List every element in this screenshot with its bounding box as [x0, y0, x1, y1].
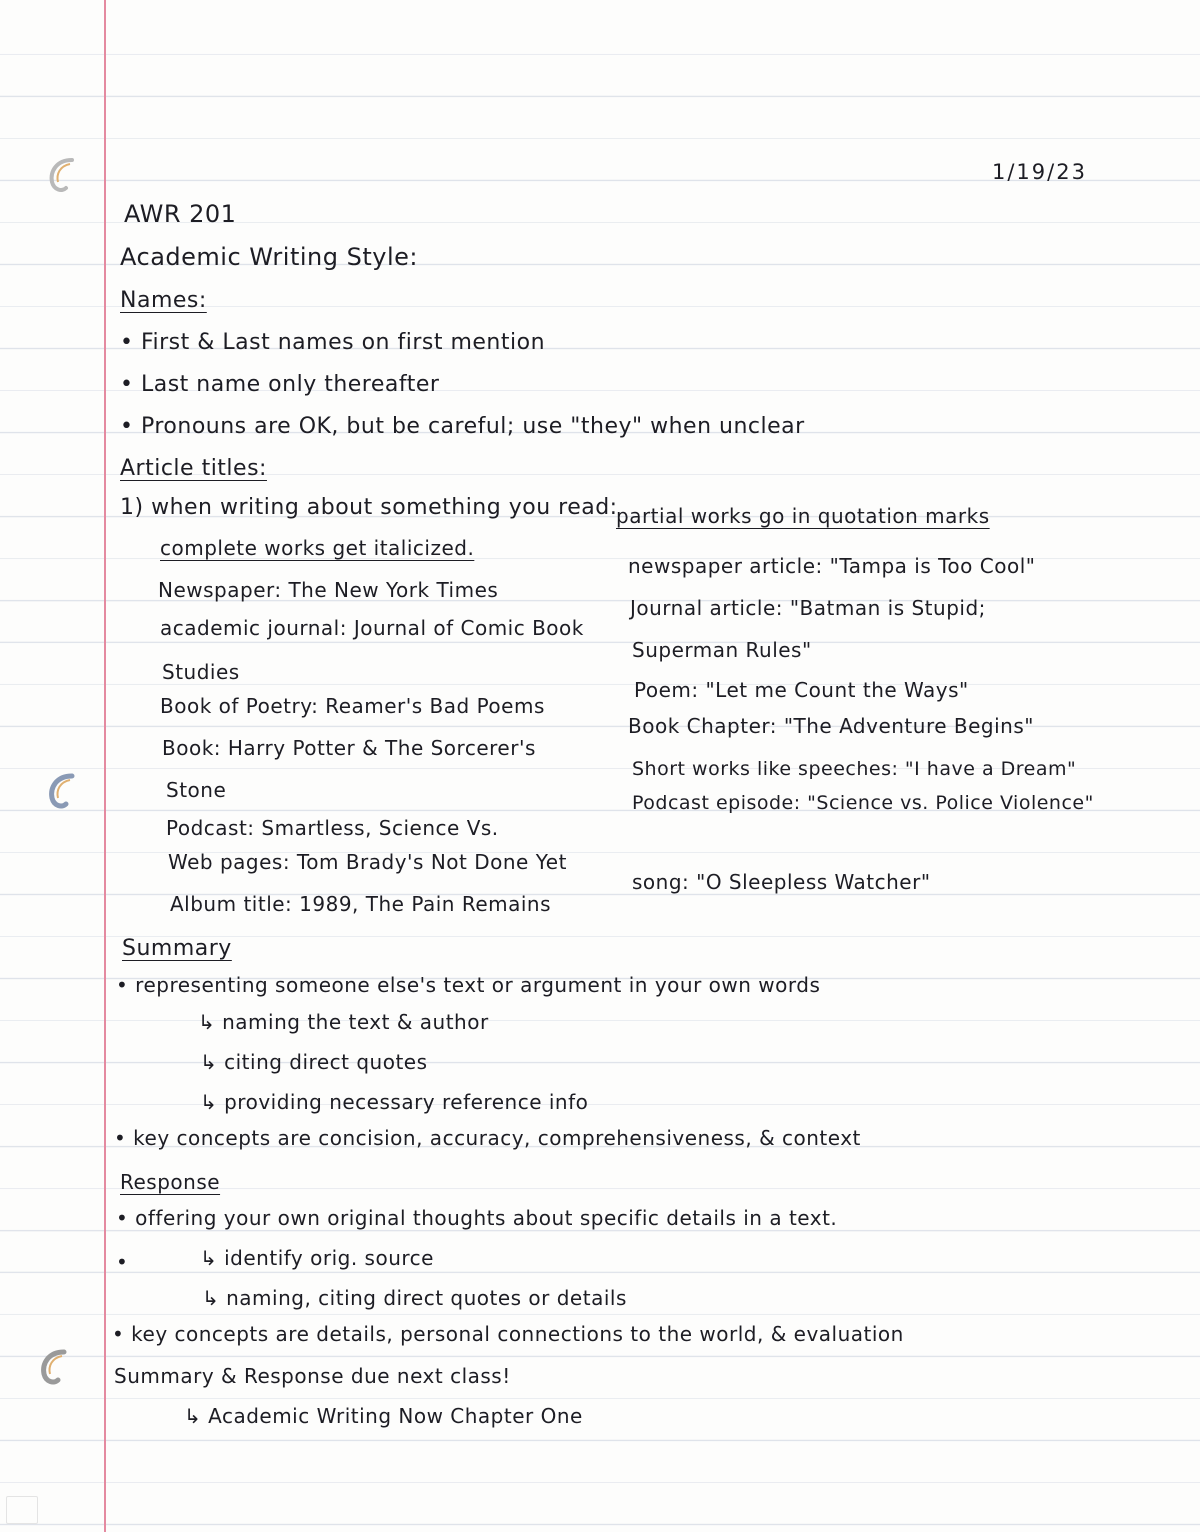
response-line: • offering your own original thoughts about specific details in a text.	[116, 1206, 838, 1230]
partial-works-heading: partial works go in quotation marks	[616, 504, 990, 528]
binder-hole-icon	[36, 1346, 72, 1388]
names-item: • Last name only thereafter	[120, 372, 440, 397]
partial-works-line: newspaper article: "Tampa is Too Cool"	[628, 554, 1036, 578]
complete-works-line: Book of Poetry: Reamer's Bad Poems	[160, 694, 545, 718]
partial-works-line: Journal article: "Batman is Stupid;	[630, 596, 986, 620]
names-item: • First & Last names on first mention	[120, 330, 546, 355]
article-titles-intro: 1) when writing about something you read:	[120, 495, 618, 520]
page-heading: Academic Writing Style:	[120, 243, 418, 271]
binder-hole-icon	[44, 770, 80, 812]
partial-works-line: Poem: "Let me Count the Ways"	[634, 678, 969, 702]
summary-label: Summary	[122, 936, 232, 961]
complete-works-heading: complete works get italicized.	[160, 536, 475, 560]
complete-works-line: Studies	[162, 660, 240, 684]
names-label: Names:	[120, 288, 207, 313]
partial-works-line: Podcast episode: "Science vs. Police Violence"	[632, 792, 1094, 814]
course-code: AWR 201	[124, 200, 237, 228]
summary-line: ↳ providing necessary reference info	[200, 1090, 589, 1114]
date: 1/19/23	[992, 160, 1087, 184]
response-line: ↳ naming, citing direct quotes or details	[202, 1286, 627, 1310]
complete-works-line: Book: Harry Potter & The Sorcerer's	[162, 736, 536, 760]
partial-works-line: Superman Rules"	[632, 638, 812, 662]
complete-works-line: Podcast: Smartless, Science Vs.	[166, 816, 499, 840]
response-line: ↳ identify orig. source	[200, 1246, 434, 1270]
footer-line: ↳ Academic Writing Now Chapter One	[184, 1404, 583, 1428]
corner-mark	[6, 1496, 38, 1524]
names-item: • Pronouns are OK, but be careful; use "they" when unclear	[120, 414, 805, 439]
response-line: • key concepts are details, personal connections to the world, & evaluation	[112, 1322, 904, 1346]
complete-works-line: Web pages: Tom Brady's Not Done Yet	[168, 850, 567, 874]
complete-works-line: Stone	[166, 778, 227, 802]
complete-works-line: academic journal: Journal of Comic Book	[160, 616, 584, 640]
response-line: •	[116, 1250, 129, 1274]
response-label: Response	[120, 1170, 221, 1194]
complete-works-line: Album title: 1989, The Pain Remains	[170, 892, 552, 916]
margin-line	[104, 0, 106, 1532]
partial-works-line: song: "O Sleepless Watcher"	[632, 870, 931, 894]
footer-line: Summary & Response due next class!	[114, 1364, 511, 1388]
article-titles-label: Article titles:	[120, 456, 267, 481]
partial-works-line: Book Chapter: "The Adventure Begins"	[628, 714, 1034, 738]
summary-line: ↳ citing direct quotes	[200, 1050, 428, 1074]
binder-hole-icon	[44, 154, 80, 196]
partial-works-line: Short works like speeches: "I have a Dream"	[632, 758, 1077, 780]
complete-works-line: Newspaper: The New York Times	[158, 578, 499, 602]
summary-line: ↳ naming the text & author	[198, 1010, 489, 1034]
summary-line: • key concepts are concision, accuracy, comprehensiveness, & context	[114, 1126, 861, 1150]
summary-line: • representing someone else's text or argument in your own words	[116, 973, 821, 997]
